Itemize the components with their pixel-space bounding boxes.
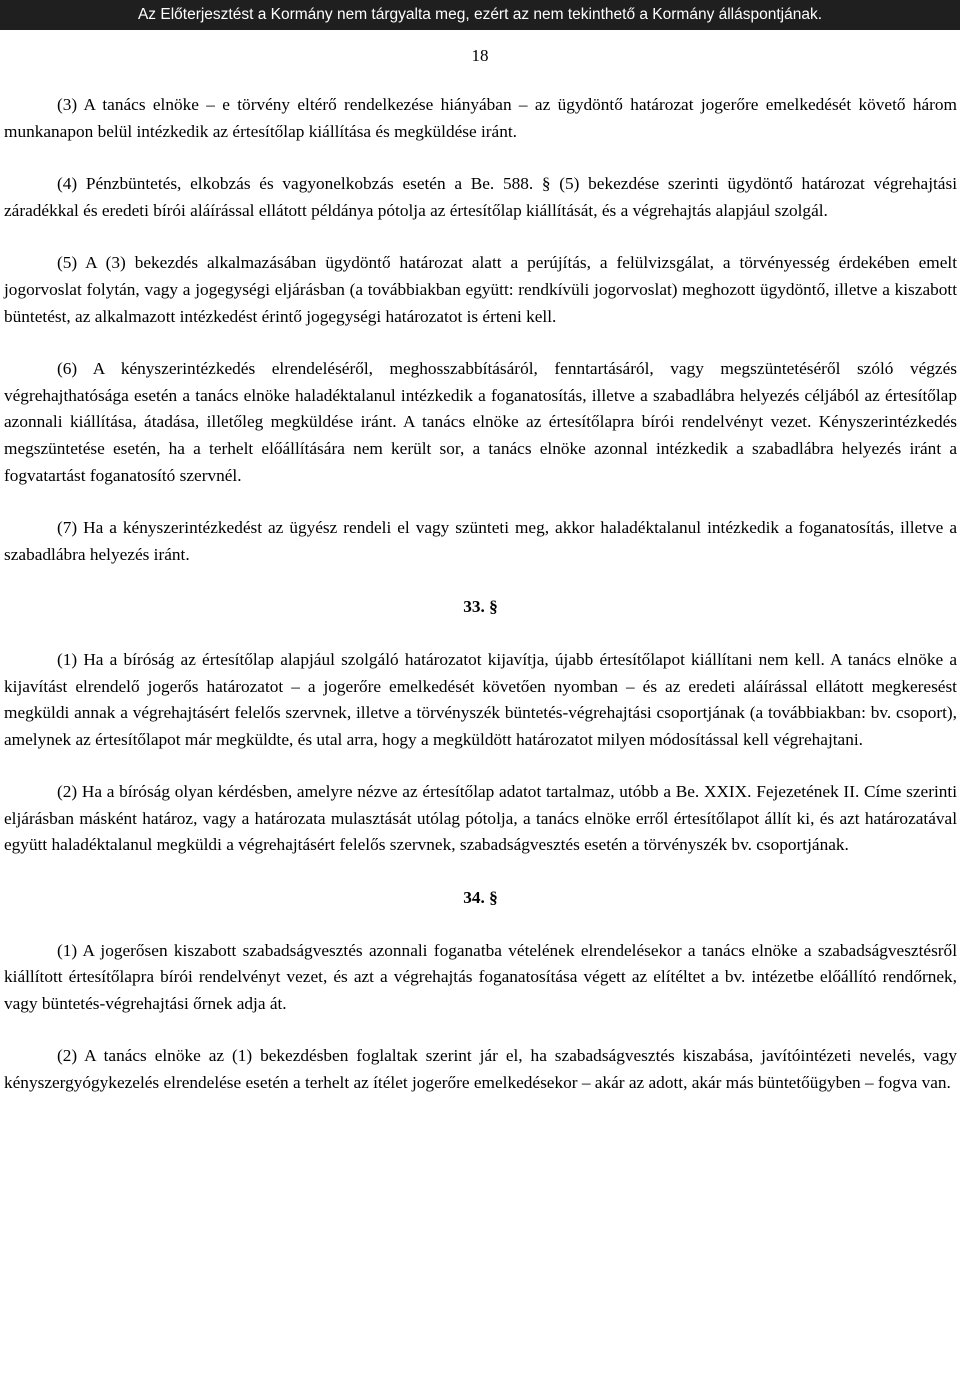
section-34-paragraph-1: (1) A jogerősen kiszabott szabadságvesztés azonnali foganatba vételének elrendelésekor a tanács elnöke a szabadságvesztésről kiállított értesítőlapra bírói rendelvényt vezet, és azt a végrehajtás foganatosítása végett az elítéltet a bv. intézetbe előállító rendőrnek, vagy büntetés-végrehajtási őrnek adja át. — [4, 940, 957, 1013]
paragraph-6: (6) A kényszerintézkedés elrendeléséről, meghosszabbításáról, fenntartásáról, vagy megszüntetéséről szóló végzés végrehajthatósága esetén a tanács elnöke haladéktalanul intézkedik a foganatosítás, illetve a szabadlábra helyezés céljából az értesítőlap azonnali kiállítása, átadása, illetőleg megküldése iránt. A tanács elnöke az értesítőlapra bírói rendelvényt vezet. Kényszerintézkedés megszüntetése esetén, ha a terhelt előállítására nem került sor, a tanács elnöke azonnal intézkedik a szabadlábra helyezés iránt a fogvatartást foganatosító szervnél. — [4, 359, 957, 485]
document-body — [4, 92, 957, 1097]
paragraph-4: (4) Pénzbüntetés, elkobzás és vagyonelkobzás esetén a Be. 588. § (5) bekezdése szerinti ügydöntő határozat végrehajtási záradékkal és eredeti bírói aláírással ellátott példánya pótolja az értesítőlap kiállítását, és a végrehajtás alapjául szolgál. — [4, 174, 957, 220]
section-33-paragraph-1: (1) Ha a bíróság az értesítőlap alapjául szolgáló határozatot kijavítja, újabb értesítőlapot kiállítani nem kell. A tanács elnöke a kijavítást elrendelő jogerős határozatot – a jogerőre emelkedését követően nyomban – és az eredeti aláírással ellátott megkeresést megküldi annak a végrehajtásért felelős szervnek, illetve a törvényszék büntetés-végrehajtási csoportjának (a továbbiakban: bv. csoport), amelynek az értesítőlapot már megküldte, és utal arra, hogy a megküldött határozatot milyen módosítással kell végrehajtani. — [4, 649, 957, 749]
section-34-paragraph-2: (2) A tanács elnöke az (1) bekezdésben foglaltak szerint jár el, ha szabadságvesztés kiszabása, javítóintézeti nevelés, vagy kényszergyógykezelés elrendelése esetén a terhelt az ítélet jogerőre emelkedésekor – akár az adott, akár más büntetőügyben – fogva van. — [4, 1046, 957, 1093]
paragraph-7: (7) Ha a kényszerintézkedést az ügyész rendeli el vagy szünteti meg, akkor haladéktalanul intézkedik a foganatosítás, illetve a szabadlábra helyezés iránt. — [4, 518, 957, 564]
page-number: 18 — [471, 46, 489, 65]
section-33-heading: 33. § — [463, 597, 498, 617]
paragraph-5: (5) A (3) bekezdés alkalmazásában ügydöntő határozat alatt a perújítás, a felülvizsgálat, a törvényesség érdekében emelt jogorvoslat folytán, vagy a jogegységi eljárásban (a továbbiakban együtt: rendkívüli jogorvoslat) meghozott ügydöntő, illetve a kiszabott büntetést, az alkalmazott intézkedést érintő jogegységi határozatot is érteni kell. — [4, 253, 957, 326]
paragraph-3: (3) A tanács elnöke – e törvény eltérő rendelkezése hiányában – az ügydöntő határozat jogerőre emelkedését követő három munkanapon belül intézkedik az értesítőlap kiállítása és megküldése iránt. — [4, 95, 957, 141]
disclaimer-banner: Az Előterjesztést a Kormány nem tárgyalta meg, ezért az nem tekinthető a Kormány álláspontjának. — [0, 0, 960, 30]
section-34-heading: 34. § — [463, 888, 498, 908]
section-33-paragraph-2: (2) Ha a bíróság olyan kérdésben, amelyre nézve az értesítőlap adatot tartalmaz, utóbb a Be. XXIX. Fejezetének II. Címe szerinti eljárásban másként határoz, vagy a határozata mulasztását utólag pótolja, a tanács elnöke erről értesítőlapot állít ki, és azt határozatával együtt haladéktalanul megküldi a végrehajtásért felelős szervnek, szabadságvesztés esetén a törvényszék bv. csoportjának. — [4, 782, 957, 855]
